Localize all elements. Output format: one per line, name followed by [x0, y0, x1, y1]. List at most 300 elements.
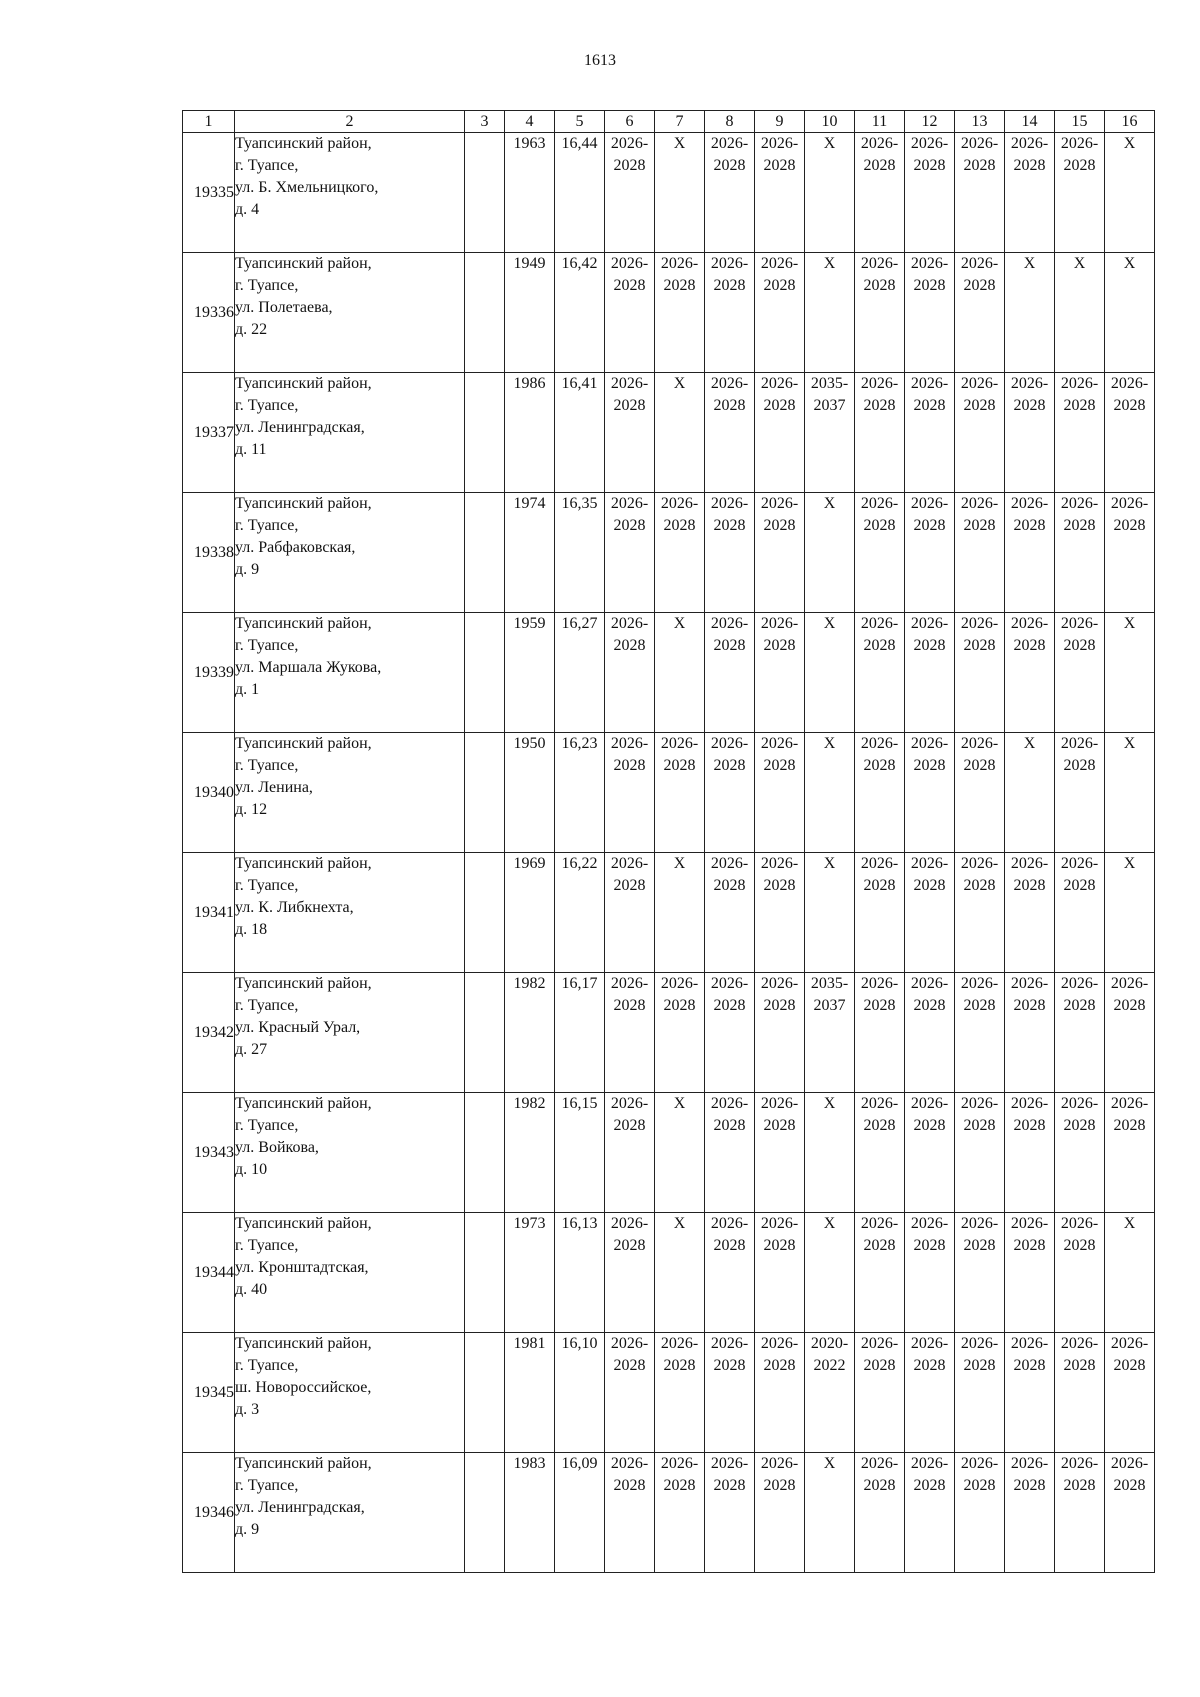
period-text: 2028 [963, 997, 996, 1014]
period-text: 2028 [863, 1117, 896, 1134]
period-cell-col-10 [805, 1093, 855, 1213]
period-cell-col-6 [605, 613, 655, 733]
period-cell-col-15 [1055, 253, 1105, 373]
period-text: 2035- [810, 375, 849, 392]
period-cell-col-14 [1005, 613, 1055, 733]
year-cell: 1963 [505, 133, 555, 253]
period-text: 2026- [610, 975, 649, 992]
column-number-2: 2 [235, 111, 465, 133]
column-3-cell [465, 373, 505, 493]
period-text: 2028 [1013, 397, 1046, 414]
column-3-cell [465, 1093, 505, 1213]
period-text: 2026- [1010, 615, 1049, 632]
period-text: 2026- [1060, 855, 1099, 872]
period-text: 2028 [863, 997, 896, 1014]
address-line: г. Туапсе, [235, 757, 299, 774]
period-cell-col-11 [855, 493, 905, 613]
period-text: 2026- [960, 1455, 999, 1472]
period-text: 2028 [863, 1237, 896, 1254]
period-text: 2028 [1063, 997, 1096, 1014]
period-text: 2026- [860, 975, 899, 992]
period-cell-col-11 [855, 1093, 905, 1213]
value-cell: 16,23 [555, 733, 605, 853]
period-cell-col-13 [955, 253, 1005, 373]
address-cell [235, 133, 465, 253]
year-cell: 1949 [505, 253, 555, 373]
period-cell-col-9 [755, 493, 805, 613]
period-text: 2028 [1063, 397, 1096, 414]
address-line: Туапсинский район, [235, 735, 372, 752]
period-text: 2028 [1113, 1117, 1146, 1134]
period-cell-col-6 [605, 733, 655, 853]
period-text: 2028 [613, 997, 646, 1014]
period-text: 2026- [910, 855, 949, 872]
period-text: 2026- [1010, 975, 1049, 992]
row-id: 19342 [183, 973, 235, 1093]
address-line: Туапсинский район, [235, 615, 372, 632]
period-text: 2026- [910, 615, 949, 632]
value-cell: 16,09 [555, 1453, 605, 1573]
period-text: 2026- [760, 1455, 799, 1472]
period-text: 2026- [1060, 975, 1099, 992]
period-cell-col-11 [855, 133, 905, 253]
period-text: 2026- [610, 1455, 649, 1472]
period-text: 2026- [1010, 135, 1049, 152]
period-text: 2028 [763, 877, 796, 894]
period-text: 2028 [1063, 1477, 1096, 1494]
period-text: X [823, 735, 836, 752]
address-line: ул. Б. Хмельницкого, [235, 179, 379, 196]
period-text: 2028 [713, 277, 746, 294]
period-text: 2026- [960, 255, 999, 272]
period-cell-col-7 [655, 1333, 705, 1453]
period-text: 2028 [963, 517, 996, 534]
period-cell-col-11 [855, 973, 905, 1093]
period-text: 2026- [710, 1455, 749, 1472]
period-text: 2026- [710, 495, 749, 512]
period-cell-col-13 [955, 1333, 1005, 1453]
address-line: д. 10 [235, 1161, 268, 1178]
address-cell [235, 1453, 465, 1573]
period-cell-col-6 [605, 973, 655, 1093]
address-line: Туапсинский район, [235, 1095, 372, 1112]
period-text: 2028 [913, 877, 946, 894]
address-line: Туапсинский район, [235, 135, 372, 152]
address-line: г. Туапсе, [235, 1357, 299, 1374]
address-line: Туапсинский район, [235, 495, 372, 512]
column-number-13: 13 [955, 111, 1005, 133]
column-number-1: 1 [183, 111, 235, 133]
column-3-cell [465, 1333, 505, 1453]
period-text: 2026- [960, 135, 999, 152]
address-line: д. 18 [235, 921, 268, 938]
period-cell-col-13 [955, 493, 1005, 613]
period-text: 2026- [860, 615, 899, 632]
period-cell-col-9 [755, 1453, 805, 1573]
period-cell-col-9 [755, 1213, 805, 1333]
period-text: X [673, 1215, 686, 1232]
period-text: 2028 [963, 1117, 996, 1134]
period-text: 2028 [763, 637, 796, 654]
period-cell-col-7 [655, 973, 705, 1093]
period-cell-col-13 [955, 1213, 1005, 1333]
period-cell-col-10 [805, 1333, 855, 1453]
column-3-cell [465, 733, 505, 853]
period-cell-col-11 [855, 1213, 905, 1333]
column-number-4: 4 [505, 111, 555, 133]
period-cell-col-7 [655, 1453, 705, 1573]
period-text: 2028 [763, 397, 796, 414]
period-text: 2028 [913, 757, 946, 774]
period-cell-col-14 [1005, 1333, 1055, 1453]
page-number: 1613 [584, 52, 616, 69]
period-text: X [1123, 1215, 1136, 1232]
period-text: 2026- [910, 495, 949, 512]
period-text: 2020- [810, 1335, 849, 1352]
row-id: 19335 [183, 133, 235, 253]
period-text: 2028 [963, 1477, 996, 1494]
address-line: г. Туапсе, [235, 277, 299, 294]
address-line: г. Туапсе, [235, 1237, 299, 1254]
period-text: 2026- [1060, 1095, 1099, 1112]
period-text: 2028 [863, 877, 896, 894]
column-3-cell [465, 613, 505, 733]
period-text: 2028 [913, 397, 946, 414]
period-cell-col-13 [955, 613, 1005, 733]
period-text: 2028 [613, 1237, 646, 1254]
period-text: 2026- [610, 615, 649, 632]
column-number-6: 6 [605, 111, 655, 133]
period-text: 2026- [610, 135, 649, 152]
address-line: ш. Новороссийское, [235, 1379, 372, 1396]
period-cell-col-9 [755, 973, 805, 1093]
period-text: 2026- [610, 1215, 649, 1232]
period-cell-col-12 [905, 253, 955, 373]
period-cell-col-10 [805, 1213, 855, 1333]
period-cell-col-16 [1105, 613, 1155, 733]
period-cell-col-12 [905, 1093, 955, 1213]
period-text: 2028 [663, 1477, 696, 1494]
year-cell: 1983 [505, 1453, 555, 1573]
period-text: X [823, 855, 836, 872]
address-line: г. Туапсе, [235, 877, 299, 894]
period-cell-col-16 [1105, 1213, 1155, 1333]
period-cell-col-10 [805, 373, 855, 493]
table-row [183, 133, 1155, 253]
column-number-16: 16 [1105, 111, 1155, 133]
period-text: X [823, 615, 836, 632]
period-text: 2026- [1060, 375, 1099, 392]
period-text: 2026- [910, 255, 949, 272]
period-text: 2026- [610, 1095, 649, 1112]
address-line: ул. Рабфаковская, [235, 539, 356, 556]
address-line: г. Туапсе, [235, 637, 299, 654]
period-text: 2026- [1060, 135, 1099, 152]
period-text: 2028 [1063, 517, 1096, 534]
period-text: 2026- [610, 495, 649, 512]
address-line: г. Туапсе, [235, 157, 299, 174]
period-cell-col-14 [1005, 1213, 1055, 1333]
address-line: д. 4 [235, 201, 260, 218]
period-cell-col-8 [705, 493, 755, 613]
table-row [183, 1093, 1155, 1213]
period-cell-col-11 [855, 373, 905, 493]
address-line: д. 12 [235, 801, 268, 818]
table-row [183, 973, 1155, 1093]
period-text: 2028 [913, 637, 946, 654]
period-text: 2028 [713, 1237, 746, 1254]
period-cell-col-11 [855, 733, 905, 853]
period-cell-col-8 [705, 1093, 755, 1213]
period-text: 2028 [713, 517, 746, 534]
period-cell-col-14 [1005, 853, 1055, 973]
year-cell: 1959 [505, 613, 555, 733]
period-text: 2028 [713, 1357, 746, 1374]
period-text: 2026- [760, 375, 799, 392]
period-text: 2026- [1060, 1335, 1099, 1352]
period-text: 2026- [1010, 1335, 1049, 1352]
table-row [183, 733, 1155, 853]
period-cell-col-13 [955, 733, 1005, 853]
table-row [183, 1453, 1155, 1573]
period-text: 2026- [710, 135, 749, 152]
address-line: ул. Маршала Жукова, [235, 659, 382, 676]
period-text: X [1023, 255, 1036, 272]
period-text: 2028 [613, 397, 646, 414]
period-text: 2026- [860, 495, 899, 512]
period-cell-col-15 [1055, 853, 1105, 973]
column-number-9: 9 [755, 111, 805, 133]
period-text: 2028 [763, 157, 796, 174]
period-text: 2026- [960, 495, 999, 512]
period-text: 2028 [1013, 1117, 1046, 1134]
period-text: 2028 [713, 757, 746, 774]
period-text: 2028 [863, 637, 896, 654]
address-cell [235, 613, 465, 733]
period-text: 2026- [760, 615, 799, 632]
address-line: д. 22 [235, 321, 268, 338]
year-cell: 1981 [505, 1333, 555, 1453]
period-text: 2028 [663, 517, 696, 534]
period-cell-col-6 [605, 1453, 655, 1573]
period-text: 2028 [1063, 157, 1096, 174]
address-cell [235, 733, 465, 853]
period-cell-col-7 [655, 853, 705, 973]
column-3-cell [465, 133, 505, 253]
period-cell-col-9 [755, 853, 805, 973]
period-text: 2026- [960, 1095, 999, 1112]
column-number-11: 11 [855, 111, 905, 133]
period-cell-col-13 [955, 1453, 1005, 1573]
column-number-12: 12 [905, 111, 955, 133]
row-id: 19343 [183, 1093, 235, 1213]
address-cell [235, 853, 465, 973]
address-line: ул. Ленинградская, [235, 1499, 365, 1516]
period-cell-col-10 [805, 253, 855, 373]
address-line: д. 27 [235, 1041, 268, 1058]
period-cell-col-8 [705, 1213, 755, 1333]
table-row [183, 253, 1155, 373]
period-text: X [823, 495, 836, 512]
address-line: д. 11 [235, 441, 267, 458]
period-text: 2028 [613, 757, 646, 774]
row-id: 19339 [183, 613, 235, 733]
period-cell-col-10 [805, 853, 855, 973]
period-cell-col-6 [605, 373, 655, 493]
period-text: 2028 [713, 877, 746, 894]
period-cell-col-8 [705, 613, 755, 733]
period-text: 2026- [1060, 735, 1099, 752]
period-text: 2028 [863, 157, 896, 174]
address-line: Туапсинский район, [235, 1215, 372, 1232]
period-cell-col-12 [905, 493, 955, 613]
table-row [183, 373, 1155, 493]
row-id: 19345 [183, 1333, 235, 1453]
value-cell: 16,44 [555, 133, 605, 253]
period-text: 2028 [713, 1117, 746, 1134]
period-text: X [823, 135, 836, 152]
period-cell-col-15 [1055, 733, 1105, 853]
period-text: 2026- [1060, 1215, 1099, 1232]
period-text: 2028 [663, 757, 696, 774]
column-number-14: 14 [1005, 111, 1055, 133]
address-line: Туапсинский район, [235, 1335, 372, 1352]
period-text: 2028 [913, 997, 946, 1014]
period-cell-col-13 [955, 373, 1005, 493]
period-text: 2028 [763, 1237, 796, 1254]
period-text: 2028 [613, 637, 646, 654]
period-text: 2028 [713, 997, 746, 1014]
year-cell: 1973 [505, 1213, 555, 1333]
period-cell-col-7 [655, 133, 705, 253]
period-text: 2026- [710, 375, 749, 392]
row-id: 19337 [183, 373, 235, 493]
period-text: 2026- [860, 1455, 899, 1472]
period-cell-col-9 [755, 733, 805, 853]
period-text: 2028 [963, 1357, 996, 1374]
period-text: 2028 [1013, 1357, 1046, 1374]
period-cell-col-7 [655, 733, 705, 853]
period-cell-col-12 [905, 973, 955, 1093]
period-text: 2028 [963, 637, 996, 654]
table-row [183, 1213, 1155, 1333]
period-text: 2028 [763, 1477, 796, 1494]
period-text: X [1123, 735, 1136, 752]
period-text: 2026- [710, 975, 749, 992]
period-cell-col-10 [805, 133, 855, 253]
address-line: г. Туапсе, [235, 997, 299, 1014]
period-cell-col-9 [755, 1093, 805, 1213]
period-cell-col-11 [855, 1453, 905, 1573]
address-line: г. Туапсе, [235, 1477, 299, 1494]
period-text: 2028 [1013, 997, 1046, 1014]
period-text: 2026- [760, 855, 799, 872]
period-text: 2028 [763, 997, 796, 1014]
period-cell-col-8 [705, 733, 755, 853]
period-text: X [823, 1215, 836, 1232]
period-cell-col-14 [1005, 373, 1055, 493]
period-cell-col-10 [805, 1453, 855, 1573]
period-cell-col-10 [805, 973, 855, 1093]
period-text: X [673, 135, 686, 152]
address-cell [235, 1093, 465, 1213]
period-text: 2028 [713, 157, 746, 174]
period-cell-col-12 [905, 373, 955, 493]
period-cell-col-6 [605, 493, 655, 613]
period-text: X [1123, 855, 1136, 872]
address-line: ул. К. Либкнехта, [235, 899, 354, 916]
period-cell-col-12 [905, 853, 955, 973]
address-line: Туапсинский район, [235, 975, 372, 992]
period-text: 2028 [1113, 517, 1146, 534]
period-text: 2026- [1110, 1095, 1149, 1112]
period-text: 2028 [1063, 1117, 1096, 1134]
year-cell: 1969 [505, 853, 555, 973]
period-text: 2028 [863, 277, 896, 294]
period-text: 2026- [1060, 495, 1099, 512]
address-line: ул. Красный Урал, [235, 1019, 361, 1036]
period-cell-col-10 [805, 613, 855, 733]
period-text: 2026- [1110, 1455, 1149, 1472]
column-3-cell [465, 253, 505, 373]
period-text: 2028 [1013, 1477, 1046, 1494]
period-cell-col-8 [705, 133, 755, 253]
value-cell: 16,13 [555, 1213, 605, 1333]
period-cell-col-6 [605, 853, 655, 973]
period-cell-col-9 [755, 373, 805, 493]
period-cell-col-7 [655, 1093, 705, 1213]
period-text: 2026- [1010, 495, 1049, 512]
period-text: 2028 [863, 1477, 896, 1494]
period-cell-col-6 [605, 1213, 655, 1333]
period-text: 2028 [713, 1477, 746, 1494]
period-text: 2026- [860, 135, 899, 152]
period-cell-col-13 [955, 1093, 1005, 1213]
period-cell-col-16 [1105, 973, 1155, 1093]
period-text: 2026- [710, 255, 749, 272]
period-text: 2026- [960, 735, 999, 752]
period-text: 2026- [960, 1215, 999, 1232]
period-cell-col-15 [1055, 493, 1105, 613]
period-cell-col-9 [755, 133, 805, 253]
period-cell-col-14 [1005, 733, 1055, 853]
period-text: 2026- [860, 855, 899, 872]
period-text: 2026- [910, 1455, 949, 1472]
period-text: 2028 [613, 1357, 646, 1374]
period-text: 2028 [1113, 997, 1146, 1014]
period-text: 2026- [910, 1335, 949, 1352]
period-text: 2028 [1113, 397, 1146, 414]
address-line: д. 9 [235, 1521, 260, 1538]
address-line: ул. Войкова, [235, 1139, 319, 1156]
period-text: 2035- [810, 975, 849, 992]
period-text: 2026- [760, 255, 799, 272]
period-cell-col-16 [1105, 1333, 1155, 1453]
column-3-cell [465, 853, 505, 973]
period-text: 2028 [913, 1117, 946, 1134]
period-text: 2028 [713, 637, 746, 654]
period-cell-col-14 [1005, 493, 1055, 613]
period-text: 2026- [760, 1095, 799, 1112]
period-text: 2028 [1013, 517, 1046, 534]
period-cell-col-6 [605, 133, 655, 253]
period-cell-col-9 [755, 613, 805, 733]
row-id: 19338 [183, 493, 235, 613]
period-cell-col-7 [655, 493, 705, 613]
year-cell: 1950 [505, 733, 555, 853]
period-cell-col-8 [705, 973, 755, 1093]
period-text: 2026- [910, 1215, 949, 1232]
